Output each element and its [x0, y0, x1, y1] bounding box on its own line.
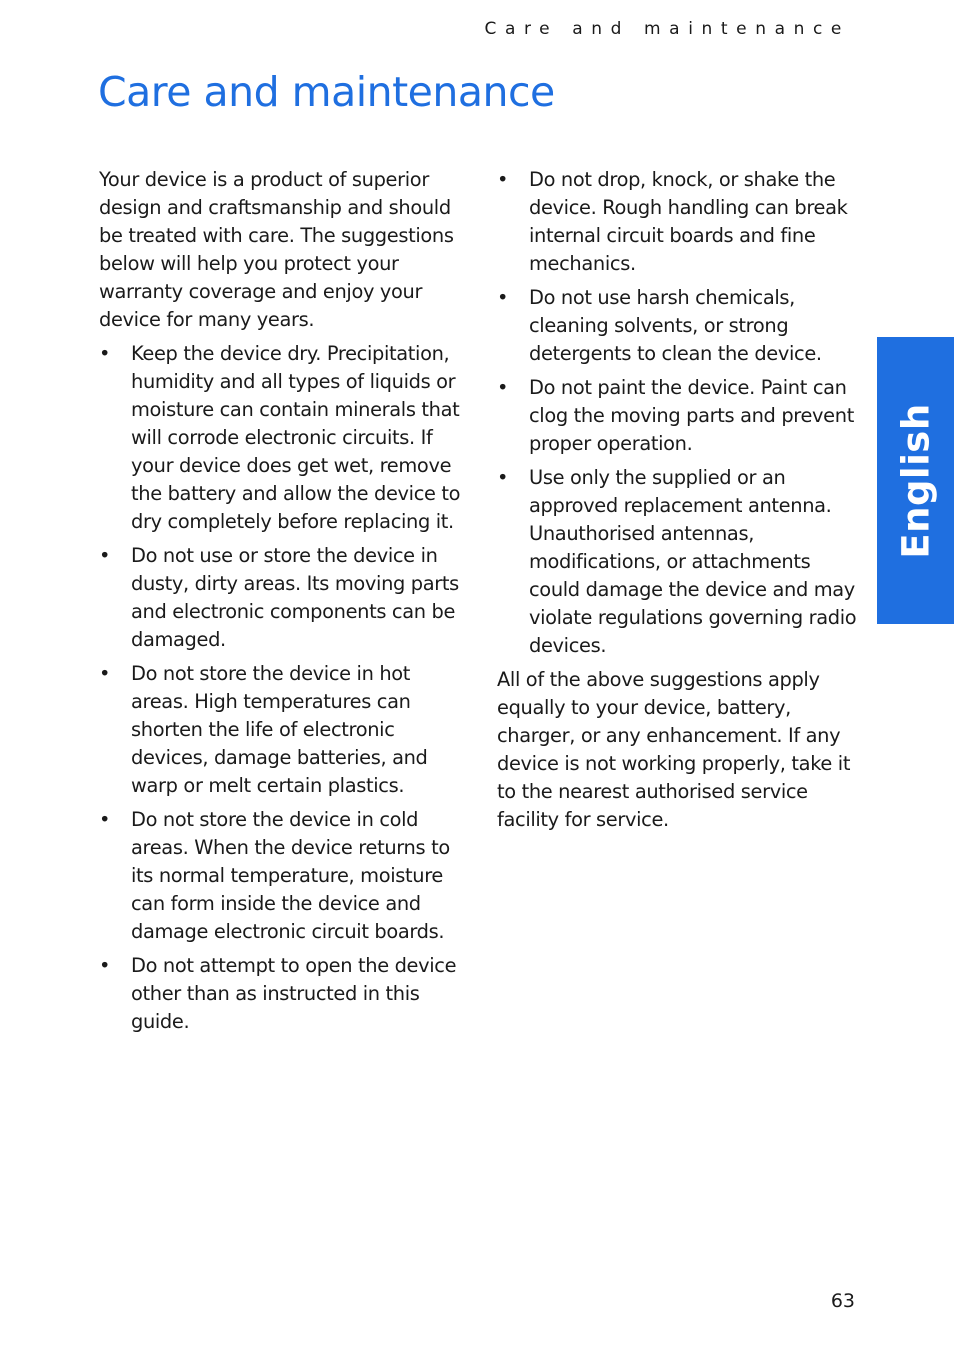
list-item-text: Use only the supplied or an approved replacement antenna. Unauthorised antennas, modifications, or attachments could damage the device and may violate regulations governing radio devices. [529, 466, 857, 657]
list-item [99, 660, 463, 800]
list-item [99, 806, 463, 946]
bullet-icon: • [497, 286, 509, 309]
intro-paragraph: Your device is a product of superior design and craftsmanship and should be treated with care. The suggestions below will help you protect your warranty coverage and enjoy your device for many years. [99, 168, 454, 331]
list-item [497, 166, 859, 278]
list-item [99, 542, 463, 654]
list-item-text: Do not use or store the device in dusty, dirty areas. Its moving parts and electronic components can be damaged. [131, 544, 459, 651]
list-item [99, 340, 463, 536]
running-header: Care and maintenance [484, 19, 850, 39]
bullet-icon: • [497, 466, 509, 489]
list-item [497, 374, 859, 458]
bullet-icon: • [99, 954, 111, 977]
list-item-text: Do not store the device in hot areas. High temperatures can shorten the life of electronic devices, damage batteries, and warp or melt certain plastics. [131, 662, 428, 797]
language-tab [877, 337, 954, 624]
bullet-icon: • [99, 808, 111, 831]
bullet-icon: • [99, 342, 111, 365]
list-item-text: Keep the device dry. Precipitation, humidity and all types of liquids or moisture can contain minerals that will corrode electronic circuits. If your device does get wet, remove the battery and allow the device to dry completely before replacing it. [131, 342, 461, 533]
right-column [497, 166, 859, 840]
language-tab-label: English [894, 402, 937, 559]
list-item-text: Do not use harsh chemicals, cleaning solvents, or strong detergents to clean the device. [529, 286, 822, 365]
list-item [497, 464, 859, 660]
bullet-icon: • [497, 168, 509, 191]
closing-paragraph: All of the above suggestions apply equally to your device, battery, charger, or any enhancement. If any device is not working properly, take it to the nearest authorised service facility for service. [497, 668, 851, 831]
bullet-icon: • [497, 376, 509, 399]
list-item-text: Do not drop, knock, or shake the device. Rough handling can break internal circuit boards and fine mechanics. [529, 168, 848, 275]
bullet-icon: • [99, 662, 111, 685]
left-column [99, 166, 463, 1042]
list-item [497, 284, 859, 368]
list-item-text: Do not store the device in cold areas. When the device returns to its normal temperature, moisture can form inside the device and damage electronic circuit boards. [131, 808, 450, 943]
left-bullet-list [99, 340, 463, 1036]
list-item [99, 952, 463, 1036]
list-item-text: Do not paint the device. Paint can clog the moving parts and prevent proper operation. [529, 376, 854, 455]
page-title: Care and maintenance [98, 68, 555, 116]
list-item-text: Do not attempt to open the device other than as instructed in this guide. [131, 954, 457, 1033]
bullet-icon: • [99, 544, 111, 567]
page-number: 63 [830, 1290, 855, 1312]
right-bullet-list [497, 166, 859, 660]
